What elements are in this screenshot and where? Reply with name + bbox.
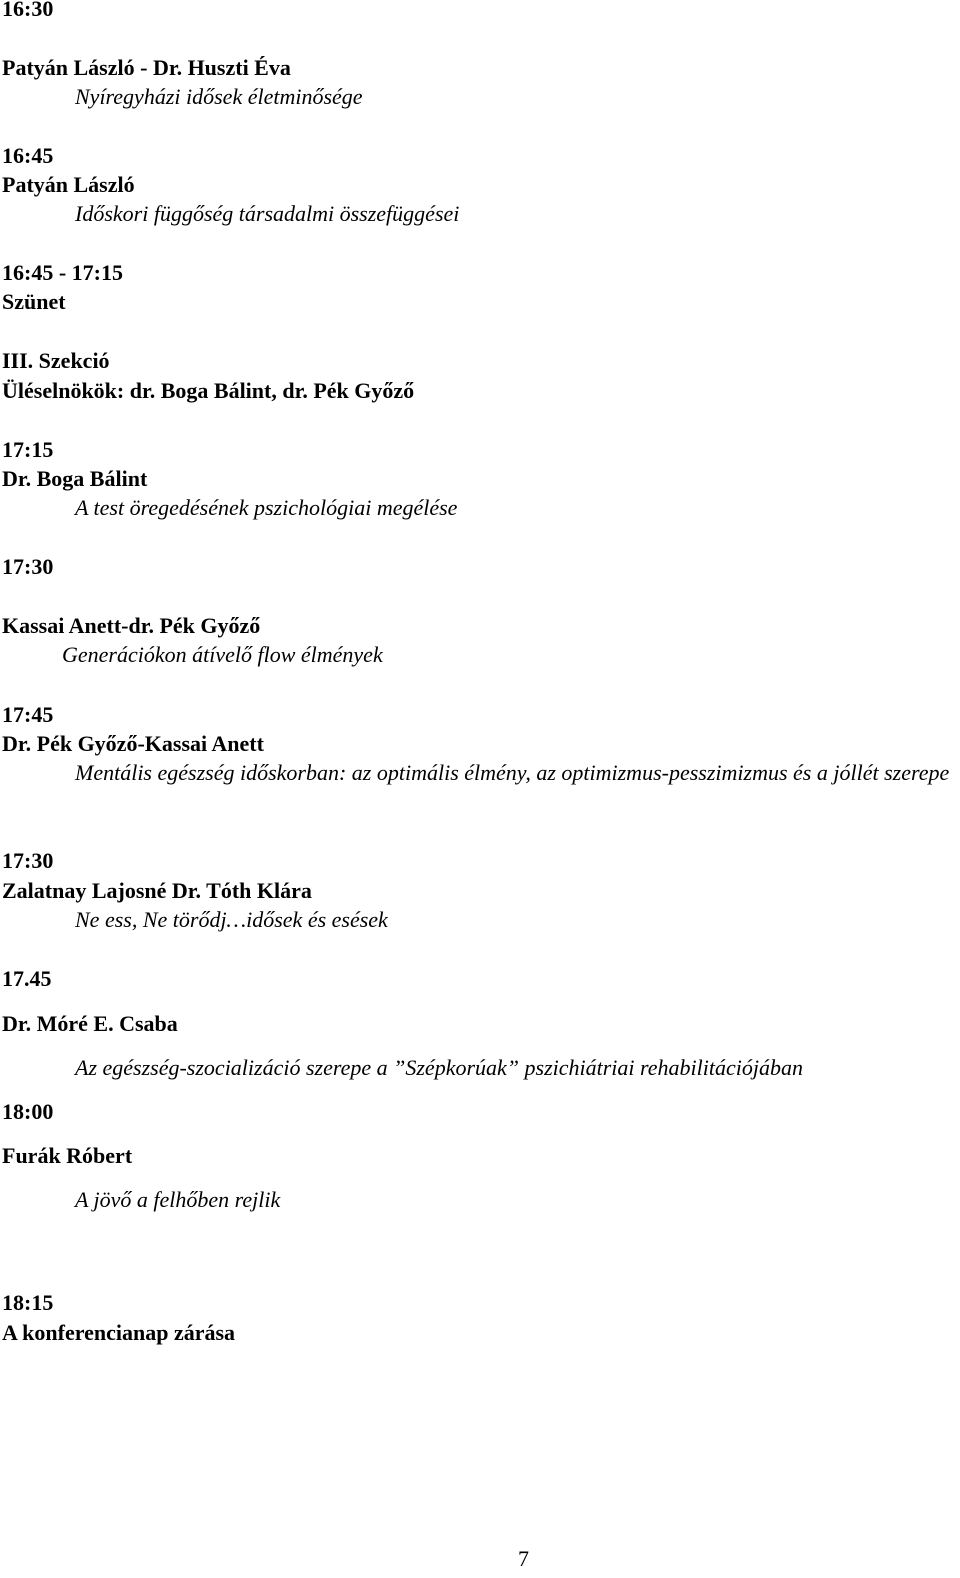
presenter-name: Dr. Móré E. Csaba	[2, 1011, 178, 1036]
section-title: III. Szekció	[2, 348, 110, 373]
time-slot: 18:00	[2, 1099, 54, 1124]
presenter-name: Kassai Anett-dr. Pék Győző	[2, 613, 261, 638]
presenter-name: Furák Róbert	[2, 1143, 133, 1168]
talk-title: Az egészség-szocializáció szerepe a ”Szépkorúak” pszichiátriai rehabilitációjában	[75, 1055, 803, 1080]
presenter-name: Patyán László	[2, 172, 135, 197]
page-number: 7	[518, 1546, 529, 1571]
time-slot: 18:15	[2, 1290, 54, 1315]
time-slot: 17.45	[2, 966, 52, 991]
talk-title: A jövő a felhőben rejlik	[75, 1187, 281, 1212]
break-label: Szünet	[2, 289, 66, 314]
time-slot: 16:45 - 17:15	[2, 260, 123, 285]
time-slot: 17:45	[2, 702, 54, 727]
presenter-name: Dr. Boga Bálint	[2, 466, 148, 491]
time-slot: 17:30	[2, 848, 54, 873]
talk-title: A test öregedésének pszichológiai megélése	[75, 495, 458, 520]
time-slot: 17:15	[2, 437, 54, 462]
presenter-name: Zalatnay Lajosné Dr. Tóth Klára	[2, 878, 312, 903]
time-slot: 17:30	[2, 554, 54, 579]
talk-title: Nyíregyházi idősek életminősége	[75, 84, 363, 109]
presenter-name: Patyán László - Dr. Huszti Éva	[2, 55, 291, 80]
talk-title: Időskori függőség társadalmi összefüggései	[75, 201, 460, 226]
talk-title: Mentális egészség időskorban: az optimális élmény, az optimizmus-pesszimizmus és a jóllét szerepe	[75, 760, 950, 785]
session-chairs: Üléselnökök: dr. Boga Bálint, dr. Pék Győző	[2, 378, 415, 403]
talk-title: Generációkon átívelő flow élmények	[62, 642, 383, 667]
presenter-name: Dr. Pék Győző-Kassai Anett	[2, 731, 264, 756]
time-slot: 16:45	[2, 143, 54, 168]
talk-title: Ne ess, Ne törődj…idősek és esések	[75, 907, 388, 932]
closing-label: A konferencianap zárása	[2, 1320, 236, 1345]
time-slot: 16:30	[2, 0, 54, 21]
